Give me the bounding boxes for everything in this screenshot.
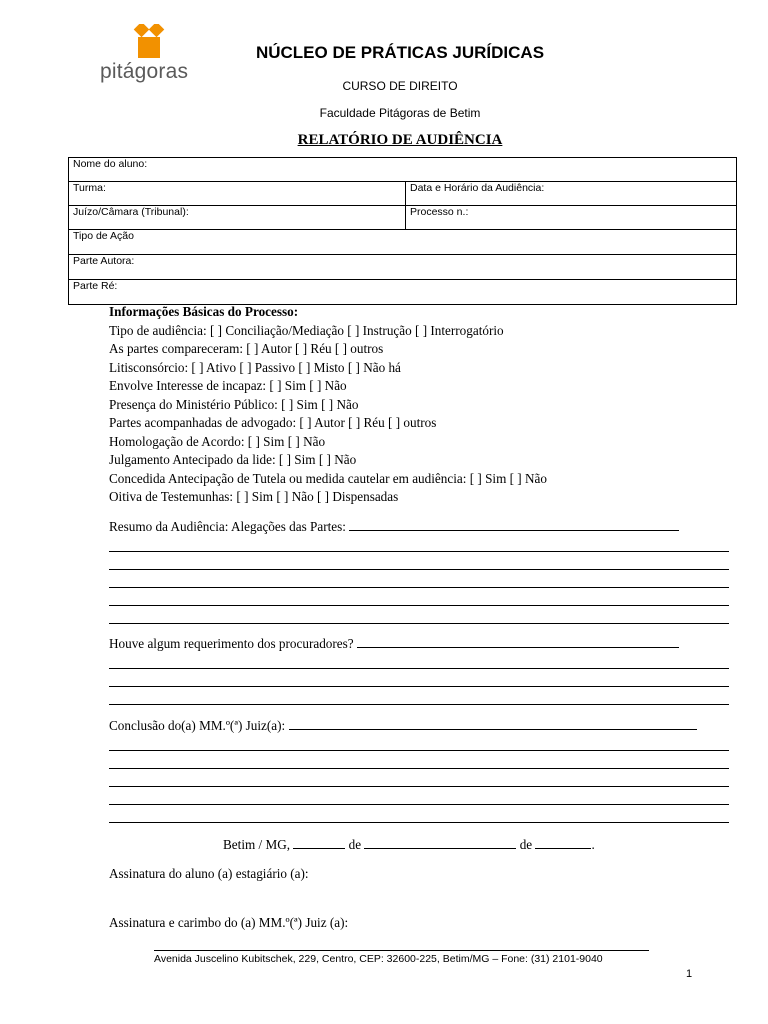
plaintiff-field[interactable] (69, 255, 737, 280)
class-label: Turma: (73, 182, 106, 194)
student-info-table (68, 157, 737, 305)
faculty-name: Faculdade Pitágoras de Betim (319, 106, 481, 120)
class-field[interactable] (69, 182, 406, 206)
plaintiff-label: Parte Autora: (73, 255, 135, 267)
requests-line[interactable] (109, 668, 729, 669)
hearing-datetime-label: Data e Horário da Audiência: (410, 182, 545, 194)
process-number-label: Processo n.: (410, 206, 469, 218)
agreement-line[interactable]: Homologação de Acordo: [ ] Sim [ ] Não (109, 433, 326, 449)
early-judgment-line[interactable]: Julgamento Antecipado da lide: [ ] Sim [ ] Não (109, 452, 357, 467)
page-title: NÚCLEO DE PRÁTICAS JURÍDICAS (255, 43, 545, 62)
month-blank[interactable] (364, 837, 516, 849)
court-label: Juízo/Câmara (Tribunal): (73, 206, 189, 218)
summary-line[interactable] (109, 623, 729, 624)
public-ministry-line[interactable]: Presença do Ministério Público: [ ] Sim [ ] Não (109, 396, 359, 412)
requests-answer-line[interactable] (357, 636, 679, 648)
parties-present-line[interactable]: As partes compareceram: [ ] Autor [ ] Réu [ ] outros (109, 341, 384, 356)
summary-line[interactable] (109, 587, 729, 588)
year-blank[interactable] (535, 837, 591, 849)
requests-line[interactable] (109, 704, 729, 705)
date-city: Betim / MG, (223, 837, 291, 852)
date-end: . (591, 837, 595, 852)
conclusion-prompt (109, 718, 729, 734)
date-line (223, 837, 633, 853)
joinder-line[interactable]: Litisconsórcio: [ ] Ativo [ ] Passivo [ ] Misto [ ] Não há (109, 359, 401, 375)
summary-line[interactable] (109, 569, 729, 570)
student-name-label: Nome do aluno: (73, 158, 148, 170)
incapable-interest-line[interactable]: Envolve Interesse de incapaz: [ ] Sim [ ] Não (109, 378, 347, 393)
conclusion-answer-line[interactable] (289, 718, 697, 730)
summary-line[interactable] (109, 605, 729, 606)
hearing-type-line[interactable]: Tipo de audiência: [ ] Conciliação/Mediação [ ] Instrução [ ] Interrogatório (109, 322, 504, 338)
basic-info-section (109, 303, 739, 507)
report-title: RELATÓRIO DE AUDIÊNCIA (297, 132, 503, 148)
logo-text: pitágoras (100, 60, 189, 83)
conclusion-line[interactable] (109, 822, 729, 823)
hearing-datetime-field[interactable] (406, 182, 737, 206)
footer-address: Avenida Juscelino Kubitschek, 229, Centro, CEP: 32600-225, Betim/MG – Fone: (31) 2101-9040 (154, 953, 603, 965)
defendant-field[interactable] (69, 280, 737, 305)
course-name: CURSO DE DIREITO (342, 79, 458, 93)
summary-line[interactable] (109, 551, 729, 552)
witnesses-line[interactable]: Oitiva de Testemunhas: [ ] Sim [ ] Não [ ] Dispensadas (109, 489, 399, 504)
conclusion-line[interactable] (109, 768, 729, 769)
basic-info-title: Informações Básicas do Processo: (109, 304, 299, 319)
day-blank[interactable] (293, 837, 345, 849)
student-name-field[interactable] (69, 158, 737, 182)
conclusion-label: Conclusão do(a) MM.º(ª) Juiz(a): (109, 718, 286, 733)
conclusion-line[interactable] (109, 786, 729, 787)
footer-divider (154, 950, 649, 951)
action-type-label: Tipo de Ação (73, 230, 134, 242)
judge-signature-label: Assinatura e carimbo do (a) MM.º(ª) Juiz (a): (109, 915, 349, 930)
requests-line[interactable] (109, 686, 729, 687)
action-type-field[interactable] (69, 230, 737, 255)
requests-label: Houve algum requerimento dos procuradores? (109, 636, 354, 651)
date-de-1: de (348, 837, 362, 852)
conclusion-line[interactable] (109, 804, 729, 805)
conclusion-line[interactable] (109, 750, 729, 751)
process-number-field[interactable] (406, 206, 737, 230)
logo-mark-icon (129, 24, 169, 60)
injunction-line[interactable]: Concedida Antecipação de Tutela ou medida cautelar em audiência: [ ] Sim [ ] Não (109, 470, 547, 486)
summary-prompt (109, 519, 729, 535)
summary-label: Resumo da Audiência: Alegações das Partes: (109, 519, 346, 534)
court-field[interactable] (69, 206, 406, 230)
requests-prompt (109, 636, 729, 652)
summary-answer-line[interactable] (349, 519, 679, 531)
lawyer-accompanied-line[interactable]: Partes acompanhadas de advogado: [ ] Autor [ ] Réu [ ] outros (109, 415, 437, 430)
page-number: 1 (686, 968, 693, 980)
student-signature-label: Assinatura do aluno (a) estagiário (a): (109, 866, 309, 881)
defendant-label: Parte Ré: (73, 280, 118, 292)
date-de-2: de (519, 837, 533, 852)
